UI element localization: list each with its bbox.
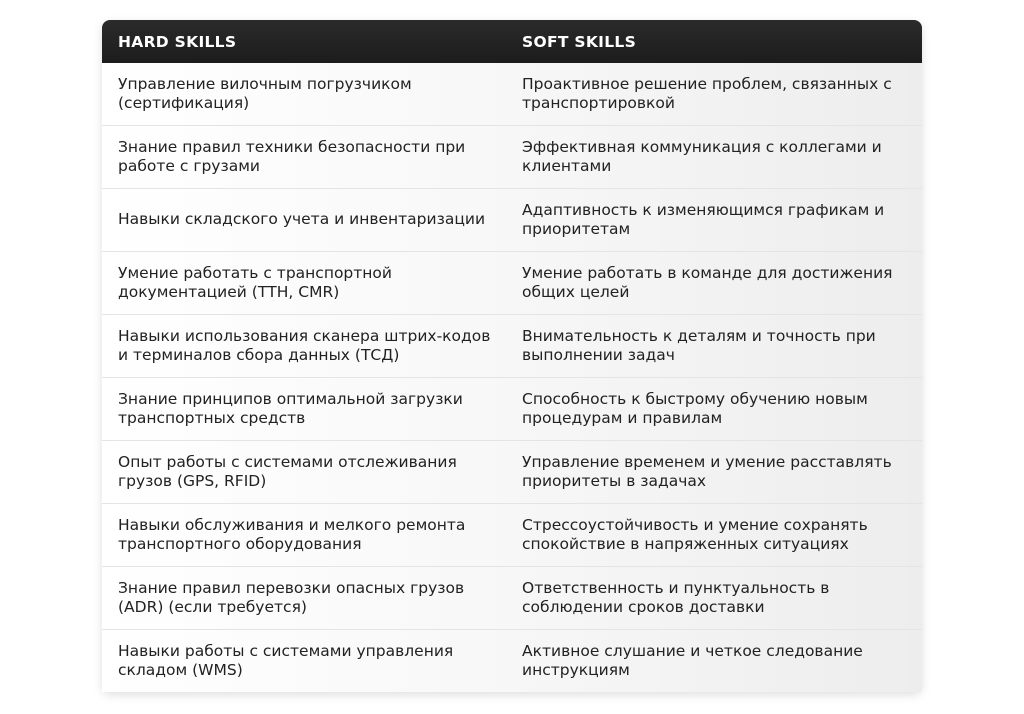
soft-skill-cell: Внимательность к деталям и точность при выполнении задач: [522, 326, 876, 364]
table-row: [102, 567, 922, 630]
table-row: [102, 189, 922, 252]
hard-skill-cell: Знание правил техники безопасности при работе с грузами: [118, 137, 466, 175]
soft-skill-cell: Ответственность и пунктуальность в соблюдении сроков доставки: [522, 578, 830, 616]
hard-skill-cell: Умение работать с транспортной документацией (ТТН, CMR): [118, 263, 392, 301]
hard-skill-cell: Опыт работы с системами отслеживания грузов (GPS, RFID): [118, 452, 457, 490]
table-row: [102, 252, 922, 315]
table-row: [102, 441, 922, 504]
hard-skill-cell: Навыки складского учета и инвентаризации: [118, 210, 486, 229]
soft-skill-cell: Эффективная коммуникация с коллегами и клиентами: [522, 137, 882, 175]
table-row: [102, 378, 922, 441]
soft-skill-cell: Активное слушание и четкое следование инструкциям: [522, 641, 863, 679]
hard-skill-cell: Навыки работы с системами управления складом (WMS): [118, 641, 454, 679]
table-row: [102, 126, 922, 189]
table-row: [102, 630, 922, 692]
table-row: [102, 315, 922, 378]
hard-skill-cell: Знание правил перевозки опасных грузов (ADR) (если требуется): [118, 578, 465, 616]
table-row: [102, 504, 922, 567]
soft-skill-cell: Умение работать в команде для достижения общих целей: [522, 263, 893, 301]
soft-skill-cell: Управление временем и умение расставлять приоритеты в задачах: [522, 452, 892, 490]
table-header: [102, 20, 922, 63]
header-soft-skills: SOFT SKILLS: [522, 32, 637, 51]
soft-skill-cell: Адаптивность к изменяющимся графикам и приоритетам: [522, 200, 885, 238]
hard-skill-cell: Управление вилочным погрузчиком (сертификация): [118, 74, 412, 112]
table-row: [102, 63, 922, 126]
soft-skill-cell: Стрессоустойчивость и умение сохранять спокойствие в напряженных ситуациях: [522, 515, 868, 553]
skills-table: [102, 20, 922, 692]
hard-skill-cell: Навыки использования сканера штрих-кодов и терминалов сбора данных (ТСД): [118, 326, 491, 364]
header-hard-skills: HARD SKILLS: [118, 32, 237, 51]
hard-skill-cell: Навыки обслуживания и мелкого ремонта транспортного оборудования: [118, 515, 466, 553]
soft-skill-cell: Проактивное решение проблем, связанных с транспортировкой: [522, 74, 892, 112]
soft-skill-cell: Способность к быстрому обучению новым процедурам и правилам: [522, 389, 868, 427]
hard-skill-cell: Знание принципов оптимальной загрузки транспортных средств: [118, 389, 463, 427]
